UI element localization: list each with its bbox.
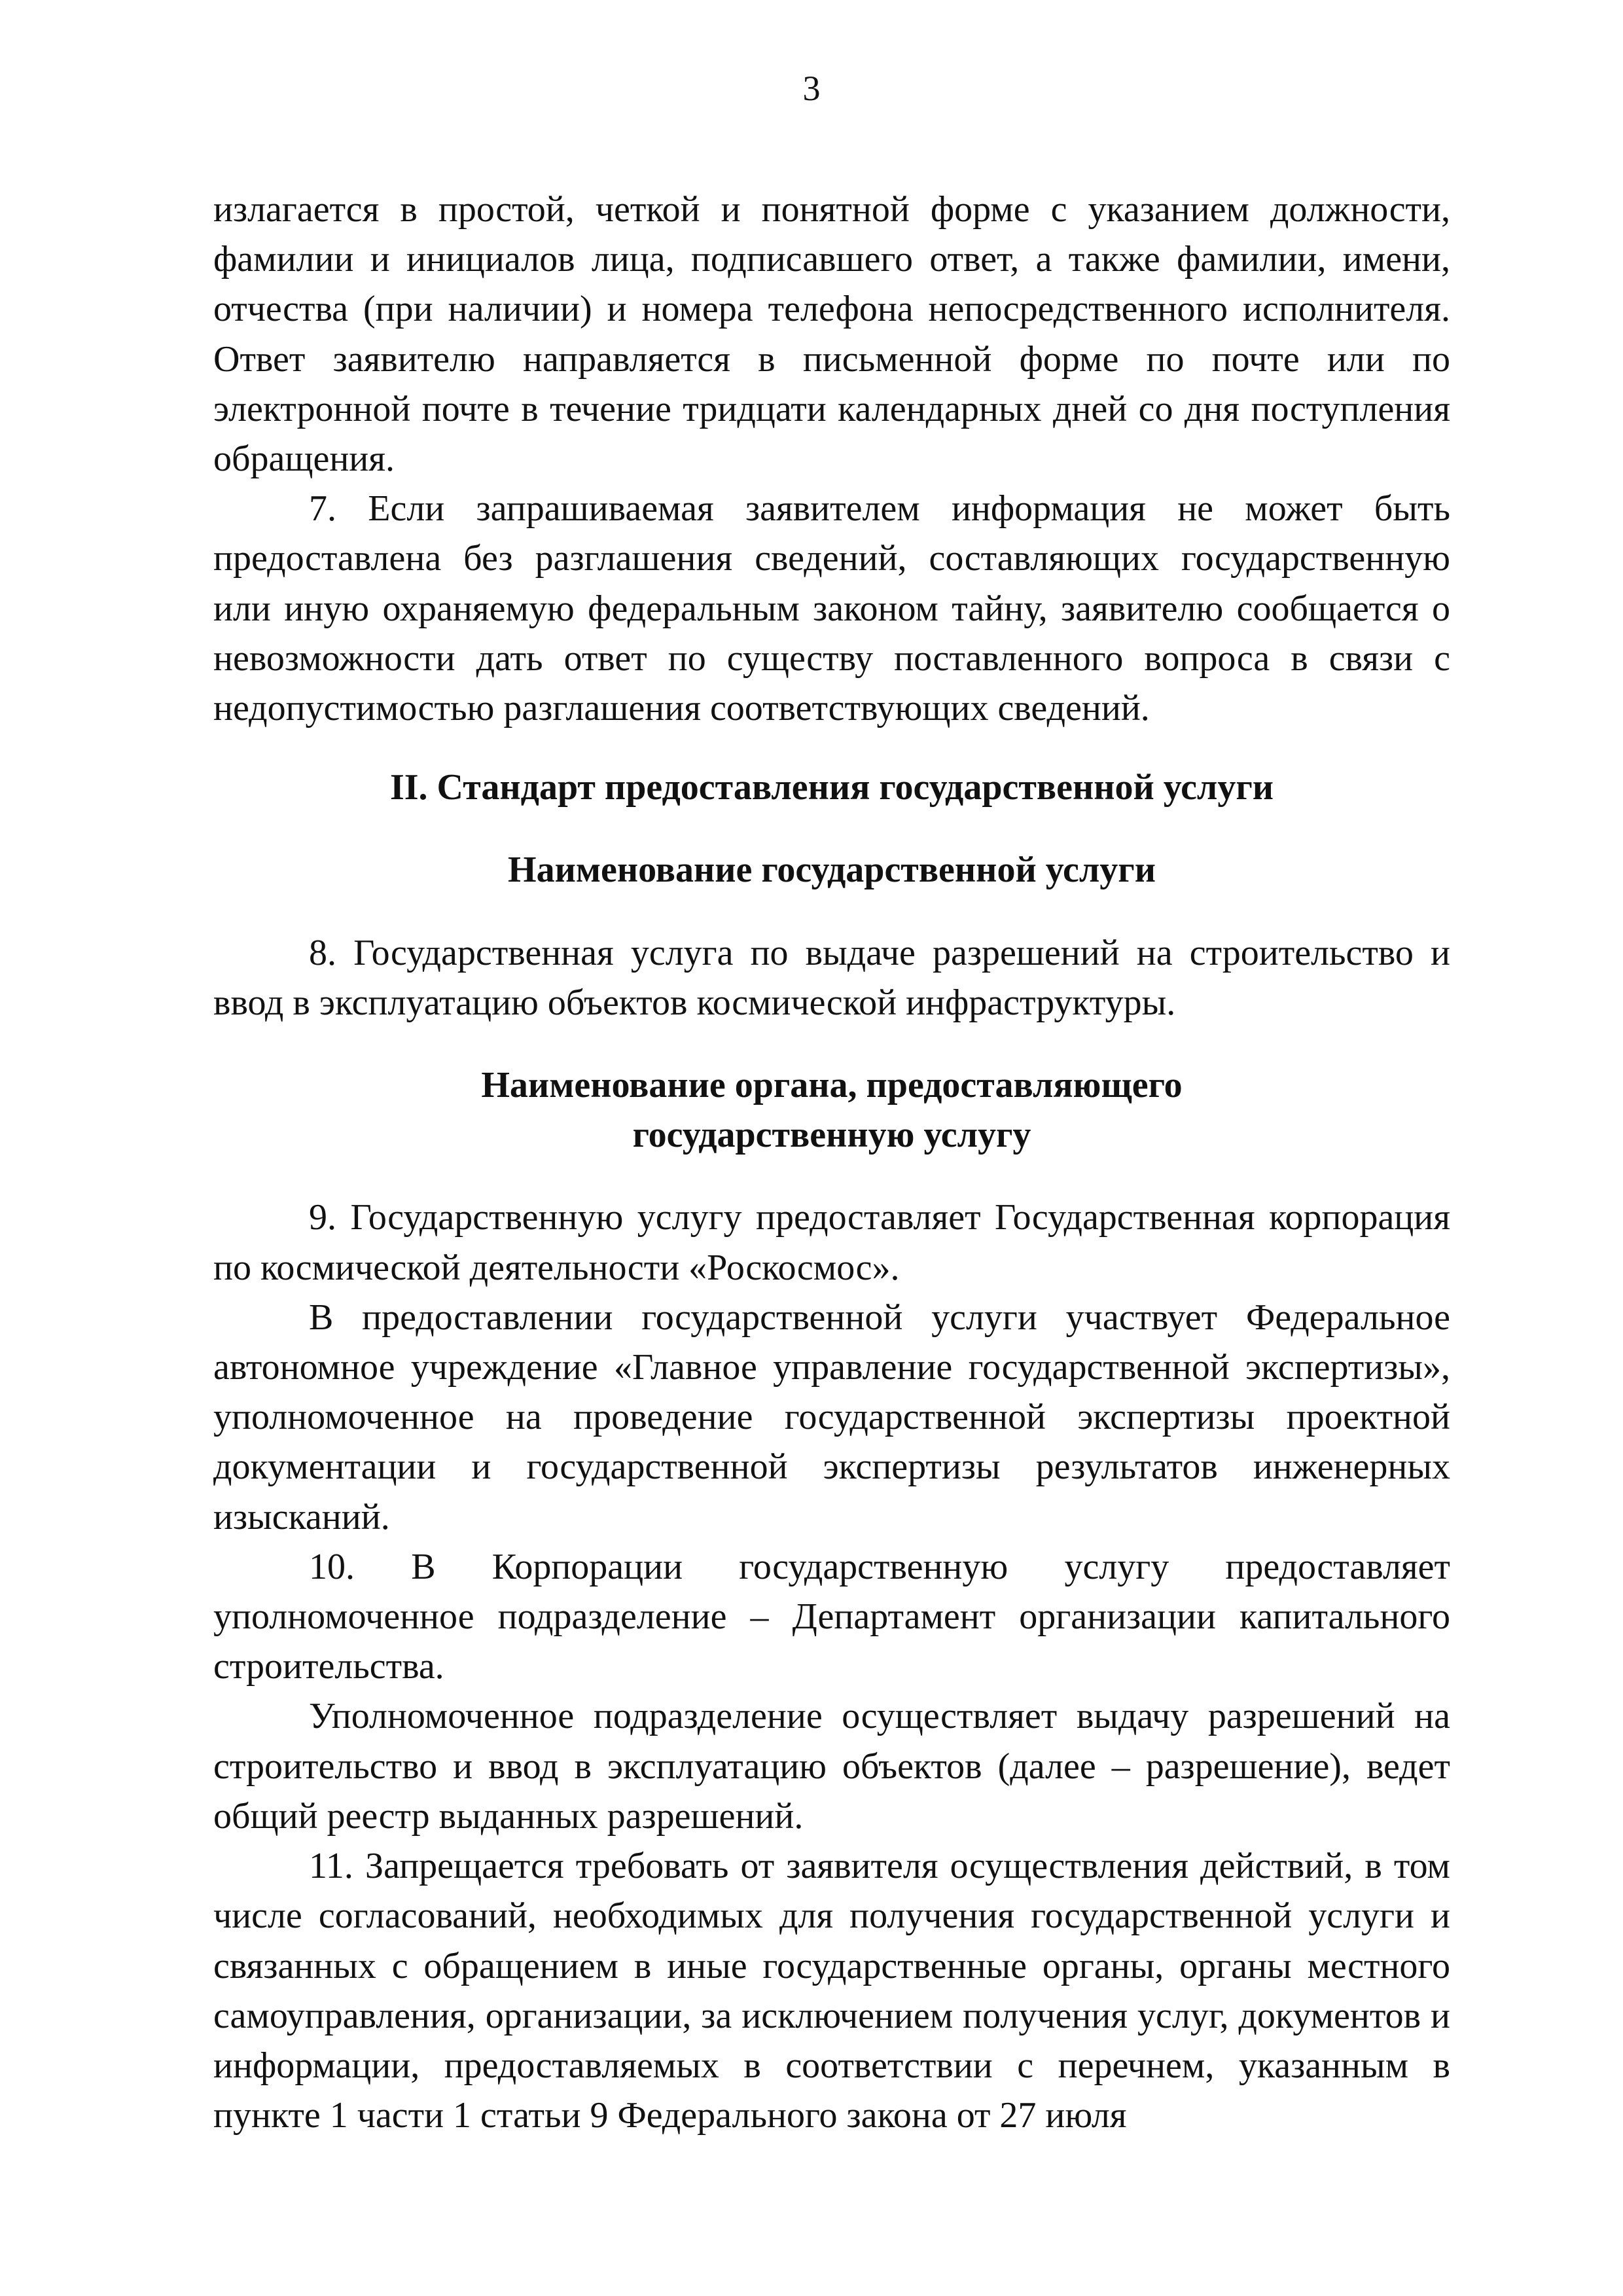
- subheading-authority-line1: Наименование органа, предоставляющего: [481, 1065, 1183, 1106]
- subheading-service-name: Наименование государственной услуги: [508, 850, 1156, 891]
- document-body: [213, 185, 1450, 2140]
- subheading-authority-line2: государственную услугу: [632, 1115, 1031, 1156]
- paragraph-continuation: излагается в простой, четкой и понятной форме с указанием должности, фамилии и инициалов лица, подписавшего ответ, а также фамилии, имени, отчества (при наличии) и номера телефона непосредственного исполнителя. Ответ заявителю направляется в письменной форме по почте или по электронной почте в течение тридцати календарных дней со дня поступления обращения.: [213, 189, 1450, 480]
- paragraph-10: 10. В Корпорации государственную услугу предоставляет уполномоченное подразделение – Департамент организации капитального строительства.: [213, 1546, 1450, 1687]
- paragraph-9-participant: В предоставлении государственной услуги участвует Федеральное автономное учреждение «Главное управление государственной экспертизы», уполномоченное на проведение государственной экспертизы проектной документации и государственной экспертизы результатов инженерных изысканий.: [213, 1297, 1450, 1537]
- paragraph-10-duties: Уполномоченное подразделение осуществляет выдачу разрешений на строительство и ввод в эксплуатацию объектов (далее – разрешение), ведет общий реестр выданных разрешений.: [213, 1696, 1450, 1837]
- paragraph-7: 7. Если запрашиваемая заявителем информация не может быть предоставлена без разглашения сведений, составляющих государственную или иную охраняемую федеральным законом тайну, заявителю сообщается о невозможности дать ответ по существу поставленного вопроса в связи с недопустимостью разглашения соответствующих сведений.: [213, 488, 1450, 729]
- page-number: 3: [802, 69, 821, 108]
- paragraph-8: 8. Государственная услуга по выдаче разрешений на строительство и ввод в эксплуатацию объектов космической инфраструктуры.: [213, 932, 1450, 1023]
- paragraph-11: 11. Запрещается требовать от заявителя осуществления действий, в том числе согласований, необходимых для получения государственной услуги и связанных с обращением в иные государственные органы, органы местного самоуправления, организации, за исключением получения услуг, документов и информации, предоставляемых в соответствии с перечнем, указанным в пункте 1 части 1 статьи 9 Федерального закона от 27 июля: [213, 1846, 1450, 2136]
- section-heading: II. Стандарт предоставления государственной услуги: [389, 767, 1274, 808]
- paragraph-9: 9. Государственную услугу предоставляет Государственная корпорация по космической деятельности «Роскосмос».: [213, 1197, 1450, 1288]
